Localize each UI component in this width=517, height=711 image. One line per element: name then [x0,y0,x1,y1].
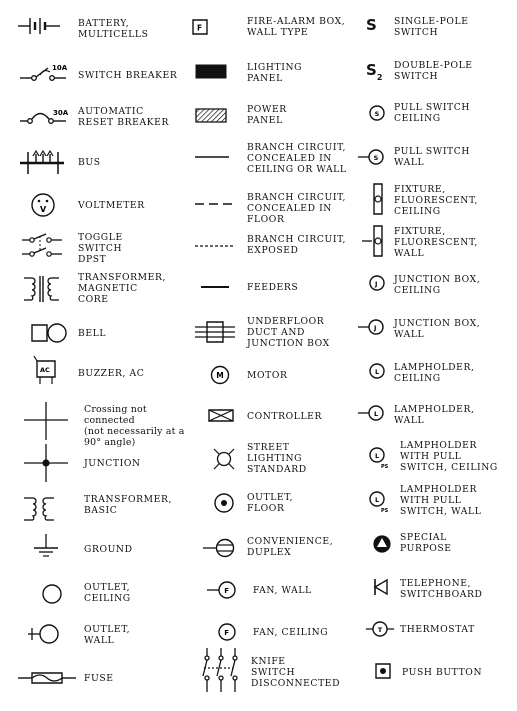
label-lighting-panel: LIGHTING PANEL [247,62,303,84]
label-outlet-wall: OUTLET, WALL [84,624,131,646]
label-voltmeter: VOLTMETER [78,200,145,211]
jbox-wall-letter: J [374,323,377,332]
label-automatic-reset-breaker: AUTOMATIC RESET BREAKER [78,106,169,128]
crossing-not-connected-icon [24,402,70,442]
label-transformer-basic: TRANSFORMER, BASIC [84,494,172,516]
fuse-icon [18,668,80,688]
label-fan-wall: FAN, WALL [253,585,312,596]
label-crossing: Crossing not connected (not necessarily at a 90° angle) [84,404,185,448]
lampholder-wall-icon [358,404,390,424]
motor-letter: M [216,371,224,380]
label-special-purpose: SPECIAL PURPOSE [400,532,452,554]
column-2 [185,0,365,711]
label-lampholder-ceiling: LAMPHOLDER, CEILING [394,362,475,384]
label-fixture-wall: FIXTURE, FLUORESCENT, WALL [394,226,478,259]
special-purpose-icon [372,534,394,556]
junction-box-ceiling-icon [368,274,388,294]
breaker-rating: 10A [52,64,68,72]
label-telephone: TELEPHONE, SWITCHBOARD [400,578,483,600]
label-convenience: CONVENIENCE, DUPLEX [247,536,334,558]
double-pole-letter: S [366,61,377,79]
lampholder-pull-ceiling-letter: L [375,451,380,460]
switch-breaker-icon [20,62,72,88]
pull-ceiling-letter: S [374,109,380,118]
ground-icon [32,534,62,560]
label-motor: MOTOR [247,370,288,381]
fan-wall-icon [207,580,241,602]
label-lampholder-pull-ceiling: LAMPHOLDER WITH PULL SWITCH, CEILING [400,440,498,473]
knife-switch-disconnected-icon [201,648,247,696]
double-pole-subscript: 2 [376,73,383,82]
convenience-duplex-icon [203,538,239,560]
voltmeter-icon [30,192,58,218]
buzzer-letters: AC [40,366,50,374]
pull-switch-wall-icon [358,148,390,168]
lampholder-pull-wall-letter: L [375,495,380,504]
auto-breaker-rating: 30A [53,109,69,117]
label-street-lighting: STREET LIGHTING STANDARD [247,442,307,475]
label-feeders: FEEDERS [247,282,299,293]
bell-icon [30,322,70,346]
label-lampholder-wall: LAMPHOLDER, WALL [394,404,475,426]
label-jbox-wall: JUNCTION BOX, WALL [394,318,481,340]
fan-wall-letter: F [224,587,229,595]
label-bell: BELL [78,328,107,339]
single-pole-switch-icon: S [366,16,377,34]
column-3 [358,0,517,711]
junction-icon [24,444,70,484]
fan-ceiling-letter: F [224,629,229,637]
label-outlet-floor: OUTLET, FLOOR [247,492,294,514]
label-fan-ceiling: FAN, CEILING [253,627,329,638]
fire-alarm-box-icon [191,18,211,38]
transformer-basic-icon [24,494,64,524]
label-underfloor-duct: UNDERFLOOR DUCT AND JUNCTION BOX [247,316,330,349]
pull-switch-ceiling-icon [368,104,388,124]
label-pull-ceiling: PULL SWITCH CEILING [394,102,471,124]
power-panel-icon [195,108,229,124]
battery-icon [18,14,64,38]
pull-wall-letter: S [373,153,379,162]
label-pull-wall: PULL SWITCH WALL [394,146,471,168]
label-push-button: PUSH BUTTON [402,667,483,678]
underfloor-duct-junction-box-icon [195,320,237,346]
label-single-pole: SINGLE-POLE SWITCH [394,16,469,38]
transformer-magnetic-core-icon [24,274,64,304]
branch-circuit-concealed-icon [195,154,231,160]
telephone-switchboard-icon [372,578,396,598]
label-lampholder-pull-wall: LAMPHOLDER WITH PULL SWITCH, WALL [400,484,482,517]
fixture-fluorescent-wall-icon [362,224,388,260]
outlet-floor-icon [213,492,237,516]
outlet-ceiling-icon [40,582,64,606]
lampholder-ceiling-icon [368,362,388,382]
street-lighting-standard-icon [213,448,237,472]
label-fire-alarm: FIRE-ALARM BOX, WALL TYPE [247,16,346,38]
fire-alarm-letter: F [197,23,203,33]
label-battery: BATTERY, MULTICELLS [78,18,149,40]
label-branch-concealed: BRANCH CIRCUIT, CONCEALED IN CEILING OR WALL [247,142,347,175]
label-bus: BUS [78,157,101,168]
voltmeter-letter: V [40,205,47,214]
branch-circuit-floor-icon [195,201,235,207]
lighting-panel-icon [195,64,229,80]
label-buzzer: BUZZER, AC [78,368,145,379]
feeders-icon [201,284,231,290]
push-button-icon [374,662,394,682]
bus-icon [20,148,68,178]
outlet-wall-icon [28,622,64,648]
lampholder-wall-letter: L [374,409,379,418]
label-branch-floor: BRANCH CIRCUIT, CONCEALED IN FLOOR [247,192,346,225]
automatic-reset-breaker-icon [20,106,76,130]
motor-icon [209,364,231,386]
thermostat-letter: T [377,625,383,634]
label-outlet-ceiling: OUTLET, CEILING [84,582,131,604]
junction-box-wall-icon [358,318,390,338]
label-controller: CONTROLLER [247,411,323,422]
lampholder-pull-ceiling-icon [368,446,394,472]
lampholder-pull-ceiling-sub: PS [381,464,389,470]
column-1 [0,0,203,711]
label-branch-exposed: BRANCH CIRCUIT, EXPOSED [247,234,346,256]
lampholder-ceiling-letter: L [375,367,380,376]
label-transformer-magnetic: TRANSFORMER, MAGNETIC CORE [78,272,166,305]
double-pole-switch-icon [366,60,383,82]
label-jbox-ceiling: JUNCTION BOX, CEILING [394,274,481,296]
buzzer-ac-icon [34,356,62,388]
lampholder-pull-wall-icon [368,490,394,516]
branch-circuit-exposed-icon [195,243,235,249]
toggle-switch-dpst-icon [22,232,72,262]
label-ground: GROUND [84,544,133,555]
label-toggle-switch: TOGGLE SWITCH DPST [78,232,123,265]
label-switch-breaker: SWITCH BREAKER [78,70,178,81]
label-double-pole: DOUBLE-POLE SWITCH [394,60,473,82]
fan-ceiling-icon [217,622,239,644]
label-knife-switch: KNIFE SWITCH DISCONNECTED [251,656,341,689]
label-power-panel: POWER PANEL [247,104,287,126]
label-fuse: FUSE [84,673,114,684]
fixture-fluorescent-ceiling-icon [372,182,386,218]
label-junction: JUNCTION [84,458,141,469]
thermostat-icon [366,620,396,640]
jbox-ceiling-letter: J [375,279,378,288]
label-thermostat: THERMOSTAT [400,624,475,635]
lampholder-pull-wall-sub: PS [381,508,389,514]
controller-icon [207,408,237,424]
label-fixture-ceiling: FIXTURE, FLUORESCENT, CEILING [394,184,478,217]
